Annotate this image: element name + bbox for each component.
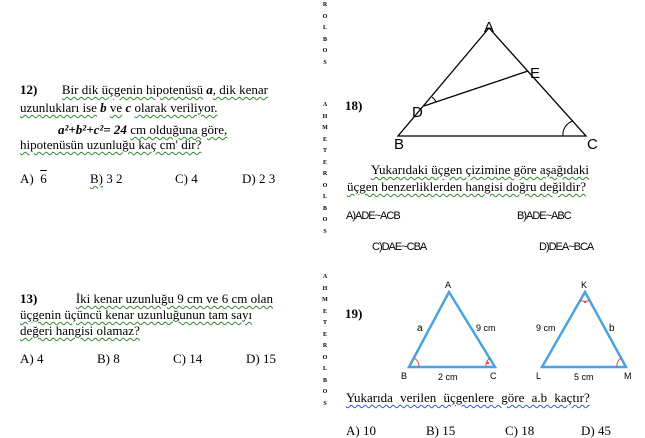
option-label: B) <box>90 171 103 186</box>
q13-option-b[interactable] <box>97 352 120 366</box>
q18-triangle <box>398 28 586 136</box>
option-value: 15 <box>442 423 456 438</box>
option-value: 6 <box>40 171 47 186</box>
q19-option-a[interactable] <box>346 424 376 438</box>
q18-line2: üçgen benzerliklerden hangisi doğru değildir? <box>347 179 586 194</box>
q12-var-b: b <box>100 100 107 115</box>
q12-var-c: c <box>125 100 132 115</box>
option-value: 3 2 <box>106 171 123 186</box>
q12-question: hipotenüsün uzunluğu kaç cm' dir? <box>20 137 202 152</box>
q19-side-kl: 9 cm <box>536 323 556 333</box>
q19-angle-c-dot <box>487 362 489 364</box>
q19-option-d[interactable] <box>581 424 611 438</box>
option-value: 4 <box>191 171 198 186</box>
option-value: 18 <box>521 423 535 438</box>
q18-figure <box>388 16 603 151</box>
q19-label-k: K <box>581 280 588 290</box>
q19-angle-b <box>414 358 419 367</box>
q18-option-c[interactable]: C)DAE~CBA <box>372 241 427 253</box>
q18-option-b[interactable]: B)ADE~ABC <box>517 210 571 222</box>
option-label: D) <box>246 351 260 366</box>
q12-formula: a²+b²+c²= 24 <box>58 122 127 137</box>
q19-figure <box>395 278 640 386</box>
option-value: 2 3 <box>258 171 276 186</box>
option-value: 14 <box>189 351 203 366</box>
option-label: B) <box>426 423 439 438</box>
option-value: 15 <box>262 351 276 366</box>
q12-formula-rest: cm olduğuna göre, <box>130 122 228 137</box>
q19-option-c[interactable] <box>505 424 534 438</box>
q13-option-a[interactable] <box>20 352 43 366</box>
q18-option-d[interactable]: D)DEA~BCA <box>539 241 594 253</box>
q12-number: 12) <box>20 82 38 97</box>
option-value: 45 <box>597 423 611 438</box>
q12-option-d[interactable] <box>242 172 275 186</box>
q19-label-a: A <box>445 280 452 290</box>
q13-text-3: değeri hangisi olamaz? <box>20 323 140 338</box>
q19-side-lm: 5 cm <box>574 372 594 382</box>
q13-text-2: üçgenin üçüncü kenar uzunluğunun tam sayı <box>20 307 253 322</box>
q12-block <box>20 83 268 152</box>
q18-label-c: C <box>587 136 598 151</box>
option-label: C) <box>173 351 186 366</box>
option-value: 8 <box>113 351 120 366</box>
option-label: A) <box>20 171 34 186</box>
q12-text-2b: ve <box>109 100 123 115</box>
q18-text <box>347 163 589 194</box>
q19-side-bc: 2 cm <box>438 372 458 382</box>
option-label: A) <box>20 351 34 366</box>
q12-text-2c: olarak veriliyor. <box>134 100 218 115</box>
q19-angle-k-dot <box>584 301 586 303</box>
q18-label-d: D <box>412 104 423 121</box>
q12-line1 <box>20 83 268 97</box>
q18-label-a: A <box>484 19 495 36</box>
q12-option-a[interactable] <box>20 172 47 186</box>
q18-angle-c <box>563 121 573 136</box>
q12-line3 <box>20 123 268 137</box>
option-label: D) <box>581 423 595 438</box>
option-label: A) <box>346 423 360 438</box>
q19-side-a: a <box>417 323 423 334</box>
option-label: C) <box>175 171 188 186</box>
q12-var-a: a <box>206 82 213 97</box>
q18-angle-d <box>432 97 436 102</box>
q12-text-2a: uzunlukları ise <box>20 100 97 115</box>
q13-number: 13) <box>20 291 38 306</box>
divider-strip-bottom: A H M E T E R O L B O S <box>322 274 328 407</box>
q19-option-b[interactable] <box>426 424 455 438</box>
q12-text-1: Bir dik üçgenin hipotenüsü <box>61 82 204 97</box>
q19-number: 19) <box>345 306 363 321</box>
q19-label-m: M <box>624 371 632 381</box>
q13-option-d[interactable] <box>246 352 276 366</box>
q12-line4 <box>20 138 268 152</box>
divider-strip-middle: A H M E T E R O L B O S <box>322 102 328 235</box>
q18-option-a[interactable]: A)ADE~ACB <box>346 210 400 222</box>
q19-question: Yukarıda verilen üçgenlere göre a.b kaçtır? <box>346 390 590 405</box>
q18-line1: Yukarıdaki üçgen çizimine göre aşağıdaki <box>371 162 590 177</box>
divider-strip-top: R O L B O S <box>322 2 328 66</box>
option-label: D) <box>242 171 256 186</box>
q19-angle-m <box>617 358 621 367</box>
q19-label-b: B <box>401 371 408 381</box>
q12-option-c[interactable] <box>175 172 198 186</box>
q19-label-c: C <box>490 371 497 381</box>
option-label: B) <box>97 351 110 366</box>
q12-line2 <box>20 101 268 115</box>
option-value: 4 <box>36 351 44 366</box>
q19-label-l: L <box>536 371 542 381</box>
q13-block <box>20 292 273 338</box>
q13-line1 <box>20 292 273 306</box>
q19-side-ac: 9 cm <box>476 323 496 333</box>
q13-text-1: İki kenar uzunluğu 9 cm ve 6 cm olan <box>75 291 273 306</box>
q13-option-c[interactable] <box>173 352 202 366</box>
q19-side-b: b <box>609 323 615 334</box>
option-label: C) <box>505 423 518 438</box>
option-value: 10 <box>362 423 376 438</box>
q18-label-e: E <box>530 65 541 82</box>
q18-number: 18) <box>345 98 363 113</box>
q12-option-b[interactable] <box>90 172 123 186</box>
q12-text-1b: , dik kenar <box>212 82 269 97</box>
q18-segment-de <box>424 71 528 106</box>
q18-label-b: B <box>394 136 405 151</box>
